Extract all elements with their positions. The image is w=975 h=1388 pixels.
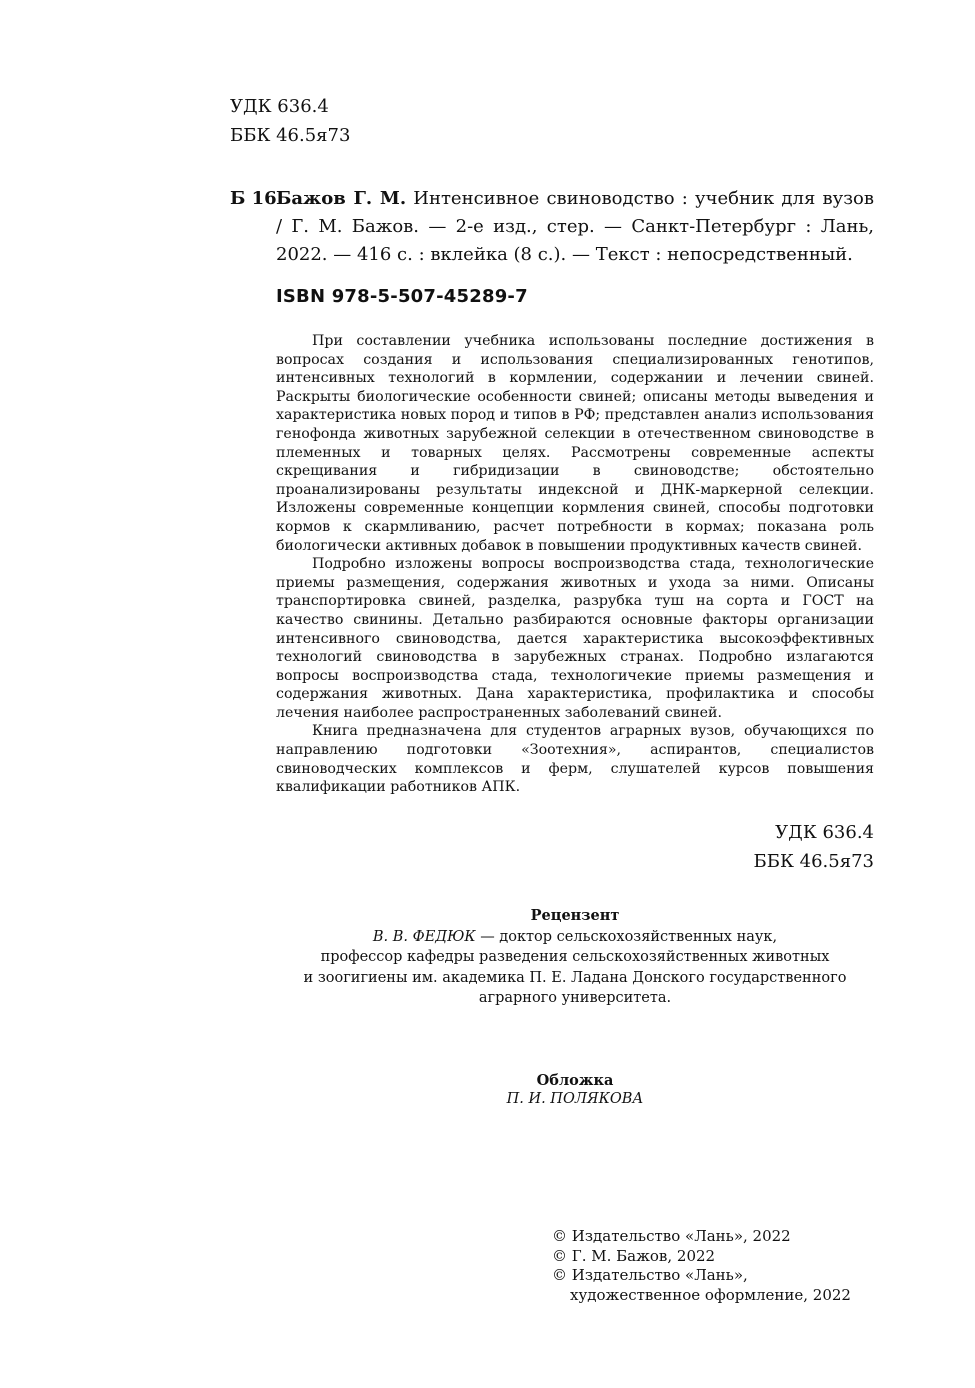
classification-top (230, 92, 350, 150)
annotation-paragraph: Подробно изложены вопросы воспроизводства стада, технологические приемы размещения, содержания животных и ухода за ними. Описаны транспортировка свиней, разделка, разрубка туш на сорта и ГОСТ на качество свинины. Детально разбираются основные факторы организации интенсивного свиноводства, дается характеристика высокоэффективных технологий свиноводства в зарубежных странах. Подробно излагаются вопросы воспроизводства стада, технологичекие приемы размещения и содержания животных. Дана характеристика, профилактика и способы лечения наиболее распространенных заболеваний свиней. (276, 556, 874, 721)
bbk-code: ББК 46.5я73 (230, 125, 351, 146)
copyright-line: © Издательство «Лань», (552, 1266, 748, 1284)
cover-credit (276, 1071, 874, 1109)
reviewer-affiliation: аграрного университета. (478, 990, 672, 1006)
classification-bottom (600, 818, 874, 876)
reviewer-affiliation: профессор кафедры разведения сельскохозяйственных животных (320, 949, 830, 965)
isbn: ISBN 978-5-507-45289-7 (276, 286, 528, 307)
copyright-line: © Издательство «Лань», 2022 (552, 1227, 791, 1245)
reviewer-affiliation: и зоогигиены им. академика П. Е. Ладана Донского государственного (303, 969, 847, 986)
annotation-paragraph: При составлении учебника использованы последние достижения в вопросах создания и использования специализированных генотипов, интенсивных технологий в кормлении, содержании и лечении свиней. Раскрыты биологические особенности свиней; описаны методы выведения и характеристика новых пород и типов в РФ; представлен анализ использования генофонда животных зарубежной селекции в отечественном свиноводстве в племенных и товарных целях. Рассмотрены современные аспекты скрещивания и гибридизации в свиноводстве; обстоятельно проанализированы результаты индексной и ДНК-маркерной селекции. Изложены современные концепции кормления свиней, способы подготовки кормов к скармливанию, расчет потребности в кормах; показана роль биологически активных добавок в повышении продуктивных качеств свиней. (276, 333, 874, 554)
bbk-code: ББК 46.5я73 (753, 851, 874, 872)
cover-heading: Обложка (536, 1072, 614, 1089)
copyright-line: © Г. М. Бажов, 2022 (552, 1246, 716, 1265)
reviewer-title: — доктор сельскохозяйственных наук, (475, 928, 778, 945)
bibliographic-description: Интенсивное свиноводство : учебник для вузов / Г. М. Бажов. — 2-е изд., стер. — Санкт-Петербург : Лань, 2022. — 416 с. : вклейка (8 с.). — Текст : непосредственный. (276, 188, 874, 265)
reviewer-heading: Рецензент (530, 907, 620, 924)
copyright-line: художественное оформление, 2022 (570, 1285, 851, 1304)
bibliographic-entry (276, 185, 874, 269)
udk-code: УДК 636.4 (775, 822, 874, 843)
author-name: Бажов Г. М. (276, 188, 407, 209)
copyright-block (552, 1227, 851, 1305)
cover-designer: П. И. ПОЛЯКОВА (506, 1091, 644, 1107)
reviewer-block (276, 906, 874, 1009)
reviewer-name: В. В. ФЕДЮК (372, 928, 476, 945)
annotation-paragraph: Книга предназначена для студентов аграрных вузов, обучающихся по направлению подготовки «Зоотехния», аспирантов, специалистов свиноводческих комплексов и ферм, слушателей курсов повышения квалификации работников АПК. (276, 723, 874, 796)
udk-code: УДК 636.4 (230, 96, 329, 117)
author-mark: Б 16 (230, 188, 277, 209)
annotation (276, 332, 874, 797)
reviewer-line (276, 927, 874, 948)
